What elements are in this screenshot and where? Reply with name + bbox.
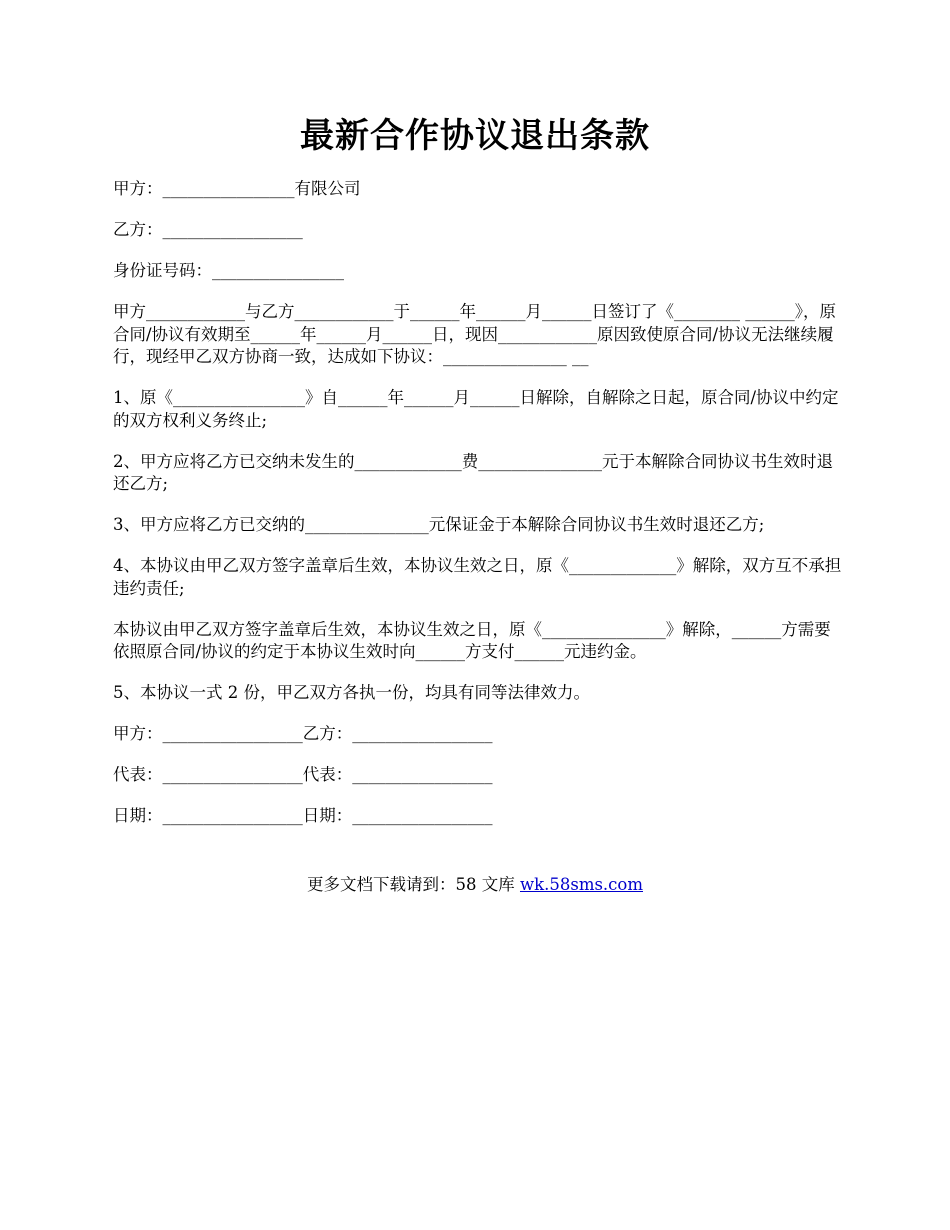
document-body — [113, 178, 843, 846]
clause-3: 3、甲方应将乙方已交纳的_______________元保证金于本解除合同协议书生效时退还乙方; — [113, 515, 765, 534]
signature-dates-line: 日期：_________________日期：_________________ — [113, 806, 493, 825]
footer-link[interactable]: wk.58sms.com — [519, 875, 643, 894]
signature-parties-line: 甲方：_________________乙方：_________________ — [113, 724, 493, 743]
download-footer — [0, 873, 950, 897]
clause-2: 2、甲方应将乙方已交纳未发生的_____________费_______________元于本解除合同协议书生效时退还乙方; — [113, 451, 833, 493]
clause-4: 4、本协议由甲乙双方签字盖章后生效，本协议生效之日，原《_____________》解除，双方互不承担违约责任; — [113, 556, 842, 598]
footer-text: 更多文档下载请到：58 文库 — [306, 875, 520, 894]
clause-5: 5、本协议一式 2 份，甲乙双方各执一份，均具有同等法律效力。 — [113, 683, 590, 702]
clause-1: 1、原《________________》自______年______月______日解除，自解除之日起，原合同/协议中约定的双方权利义务终止; — [113, 388, 839, 430]
party-a-line: 甲方：________________有限公司 — [113, 179, 361, 198]
clause-4-alternative: 本协议由甲乙双方签字盖章后生效，本协议生效之日，原《_______________》解除，______方需要依照原合同/协议的约定于本协议生效时向______方支付______元违约金。 — [113, 619, 831, 661]
party-b-line: 乙方：_________________ — [113, 220, 303, 239]
document-title: 最新合作协议退出条款 — [300, 116, 650, 156]
preamble-paragraph: 甲方____________与乙方____________于______年______月______日签订了《________ ______》，原合同/协议有效期至______年______月______日，现因____________原因致使原合同/协议无法继续履行，现经甲乙双方协商一致，达成如下协议：_______________ __ — [113, 302, 836, 366]
signature-representatives-line: 代表：_________________代表：_________________ — [113, 765, 493, 784]
id-number-line: 身份证号码：________________ — [113, 261, 344, 280]
